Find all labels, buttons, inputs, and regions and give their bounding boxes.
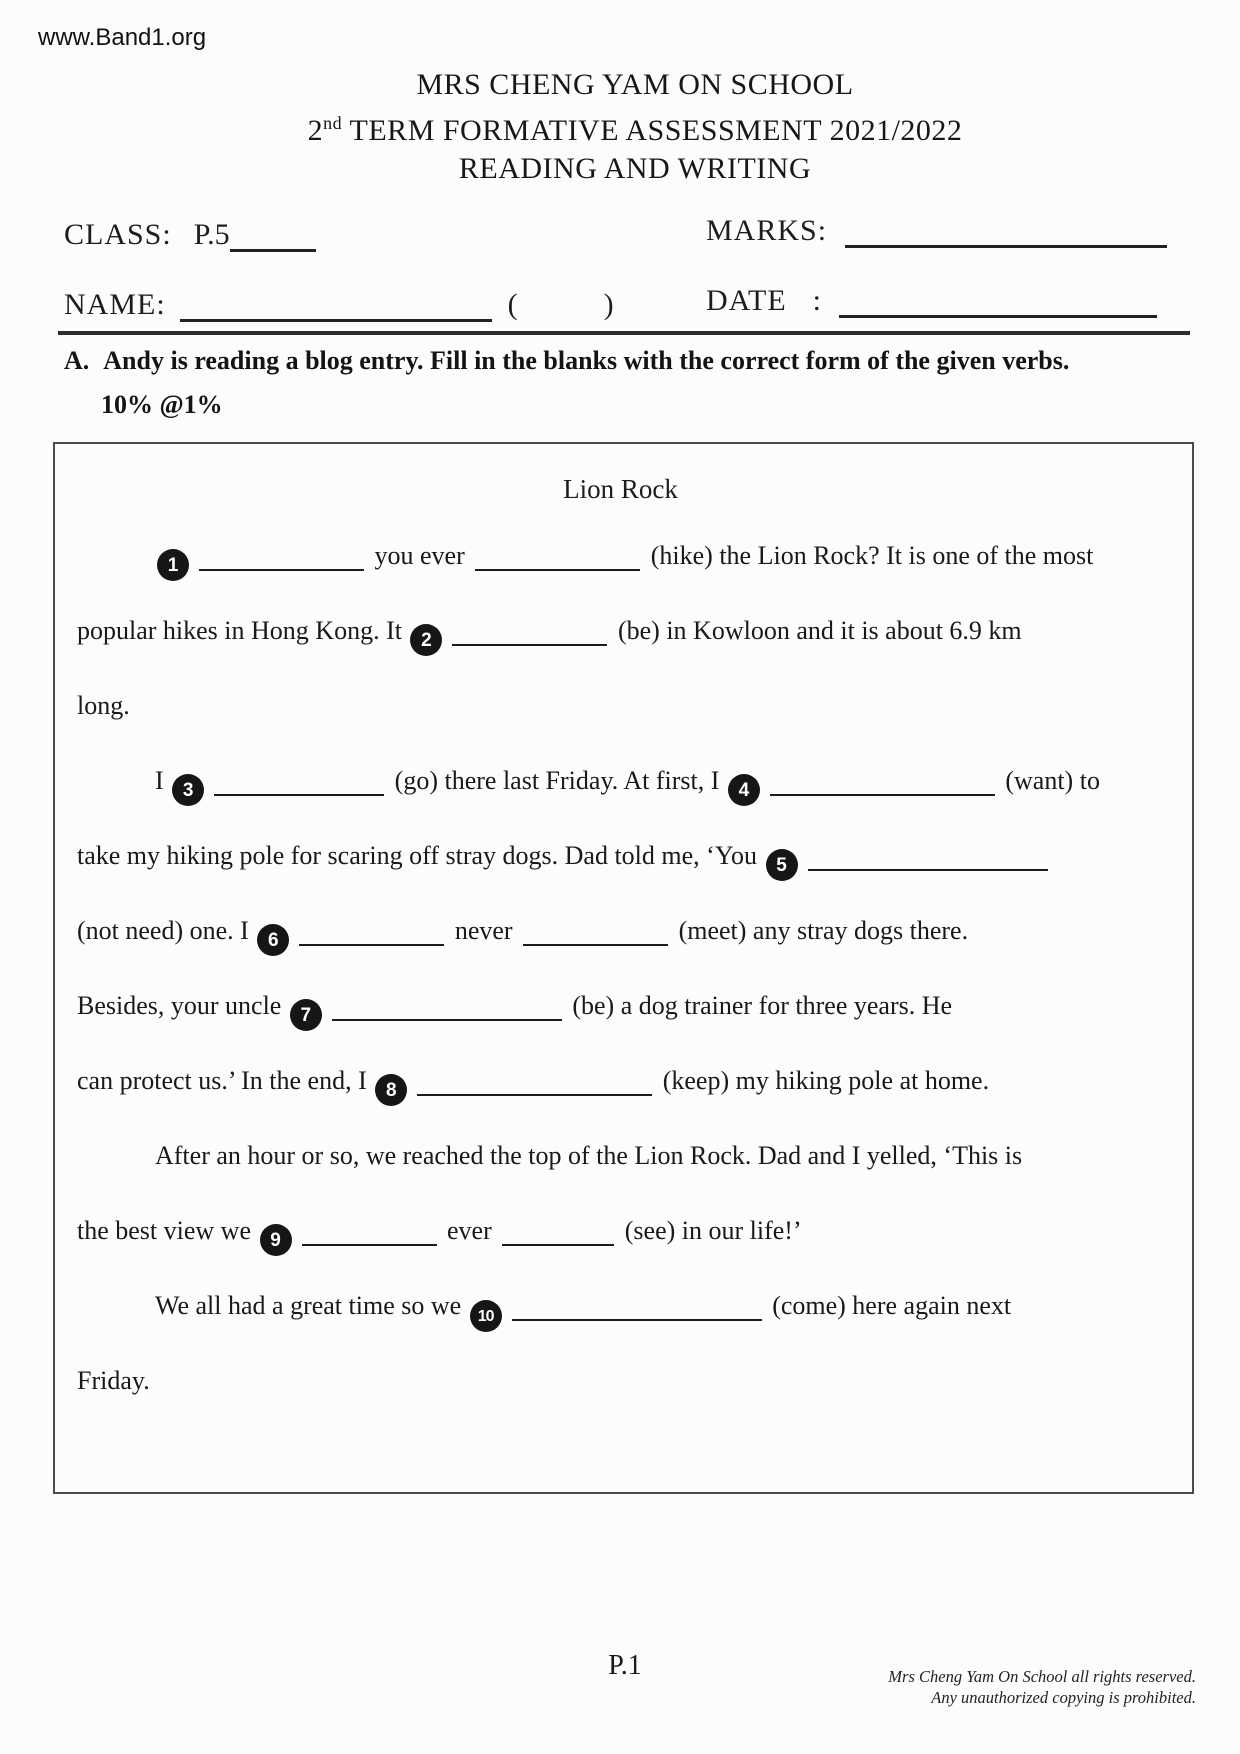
question-number-badge: 6 bbox=[257, 924, 289, 956]
name-label: NAME: bbox=[64, 288, 166, 321]
question-number-badge: 3 bbox=[172, 774, 204, 806]
question-number-badge: 8 bbox=[375, 1074, 407, 1106]
answer-blank[interactable] bbox=[299, 922, 444, 946]
marks-row bbox=[706, 214, 1167, 248]
answer-blank[interactable] bbox=[417, 1072, 652, 1096]
passage-line bbox=[77, 593, 1164, 668]
passage-title: Lion Rock bbox=[563, 474, 678, 504]
passage-text: (want) to bbox=[998, 766, 1100, 795]
section-a-heading bbox=[64, 346, 1069, 376]
passage-text: popular hikes in Hong Kong. It bbox=[77, 616, 409, 645]
passage-line bbox=[77, 518, 1164, 593]
class-label: CLASS: bbox=[64, 218, 172, 251]
passage-text: ever bbox=[440, 1216, 499, 1245]
passage-text: (go) there last Friday. At first, I bbox=[388, 766, 726, 795]
school-name: MRS CHENG YAM ON SCHOOL bbox=[416, 68, 854, 101]
passage-line bbox=[77, 1193, 1164, 1268]
copyright-notice bbox=[888, 1666, 1196, 1708]
question-number-badge: 10 bbox=[470, 1300, 502, 1332]
answer-blank[interactable] bbox=[199, 547, 364, 571]
date-blank[interactable] bbox=[839, 291, 1157, 318]
section-a-instruction: Andy is reading a blog entry. Fill in the blanks with the correct form of the given verbs. bbox=[103, 346, 1070, 375]
class-blank[interactable] bbox=[230, 225, 316, 252]
passage-text: never bbox=[448, 916, 520, 945]
question-number-badge: 2 bbox=[410, 624, 442, 656]
answer-blank[interactable] bbox=[475, 547, 640, 571]
question-number-badge: 7 bbox=[290, 999, 322, 1031]
passage-lines bbox=[77, 518, 1164, 1418]
passage-box bbox=[53, 442, 1194, 1494]
passage-text: We all had a great time so we bbox=[155, 1291, 468, 1320]
answer-blank[interactable] bbox=[770, 772, 995, 796]
class-value: P.5 bbox=[193, 218, 230, 251]
passage-text: (come) here again next bbox=[765, 1291, 1012, 1320]
passage-line bbox=[77, 893, 1164, 968]
answer-blank[interactable] bbox=[512, 1297, 762, 1321]
passage-line bbox=[77, 1043, 1164, 1118]
passage-text: the best view we bbox=[77, 1216, 258, 1245]
date-colon: : bbox=[812, 284, 821, 317]
class-number-paren-open: ( bbox=[507, 288, 518, 321]
website-watermark: www.Band1.org bbox=[38, 24, 207, 51]
date-row bbox=[706, 284, 1157, 318]
copyright-line-2: Any unauthorized copying is prohibited. bbox=[931, 1688, 1196, 1707]
name-blank[interactable] bbox=[180, 295, 492, 322]
passage-text: Friday. bbox=[77, 1366, 150, 1395]
passage-text: After an hour or so, we reached the top of the Lion Rock. Dad and I yelled, ‘This is bbox=[155, 1141, 1023, 1170]
page-number-text: P.1 bbox=[608, 1650, 642, 1681]
answer-blank[interactable] bbox=[808, 847, 1048, 871]
question-number-badge: 9 bbox=[260, 1224, 292, 1256]
answer-blank[interactable] bbox=[302, 1222, 437, 1246]
passage-text: you ever bbox=[368, 541, 472, 570]
answer-blank[interactable] bbox=[332, 997, 562, 1021]
question-number-badge: 4 bbox=[728, 774, 760, 806]
section-a-weight: 10% @1% bbox=[101, 390, 223, 419]
passage-text: long. bbox=[77, 691, 130, 720]
passage-line bbox=[77, 818, 1164, 893]
passage-text: take my hiking pole for scaring off stray dogs. Dad told me, ‘You bbox=[77, 841, 764, 870]
term-line bbox=[40, 104, 1230, 150]
passage-text: I bbox=[155, 766, 171, 795]
answer-blank[interactable] bbox=[452, 622, 607, 646]
class-row bbox=[64, 218, 316, 252]
passage-text: can protect us.’ In the end, I bbox=[77, 1066, 374, 1095]
passage-line bbox=[77, 743, 1164, 818]
passage-text: (see) in our life!’ bbox=[618, 1216, 802, 1245]
answer-blank[interactable] bbox=[523, 922, 668, 946]
question-number-badge: 5 bbox=[766, 849, 798, 881]
passage-text: (be) in Kowloon and it is about 6.9 km bbox=[611, 616, 1022, 645]
section-a-label: A. bbox=[64, 346, 90, 375]
passage-text: (keep) my hiking pole at home. bbox=[656, 1066, 990, 1095]
passage-line bbox=[77, 668, 1164, 743]
passage-line bbox=[77, 968, 1164, 1043]
term-rest: TERM FORMATIVE ASSESSMENT 2021/2022 bbox=[342, 114, 963, 147]
term-prefix: 2 bbox=[307, 114, 324, 147]
copyright-line-1: Mrs Cheng Yam On School all rights reserved. bbox=[888, 1667, 1196, 1686]
marks-blank[interactable] bbox=[845, 221, 1167, 248]
passage-line bbox=[77, 1343, 1164, 1418]
passage-line bbox=[77, 1118, 1164, 1193]
subject-title: READING AND WRITING bbox=[458, 152, 812, 185]
name-row bbox=[64, 288, 614, 322]
passage-line bbox=[77, 1268, 1164, 1343]
passage-text: (meet) any stray dogs there. bbox=[672, 916, 969, 945]
question-number-badge: 1 bbox=[157, 549, 189, 581]
passage-text: Besides, your uncle bbox=[77, 991, 288, 1020]
answer-blank[interactable] bbox=[214, 772, 384, 796]
marks-label: MARKS: bbox=[706, 214, 828, 247]
passage-text: (be) a dog trainer for three years. He bbox=[565, 991, 953, 1020]
header-divider bbox=[58, 331, 1190, 335]
date-label: DATE bbox=[706, 284, 787, 317]
term-superscript: nd bbox=[323, 113, 343, 133]
class-number-paren-close: ) bbox=[603, 288, 614, 321]
passage-text: (hike) the Lion Rock? It is one of the most bbox=[644, 541, 1094, 570]
passage-text: (not need) one. I bbox=[77, 916, 256, 945]
answer-blank[interactable] bbox=[502, 1222, 614, 1246]
paper-title-block bbox=[40, 66, 1230, 188]
